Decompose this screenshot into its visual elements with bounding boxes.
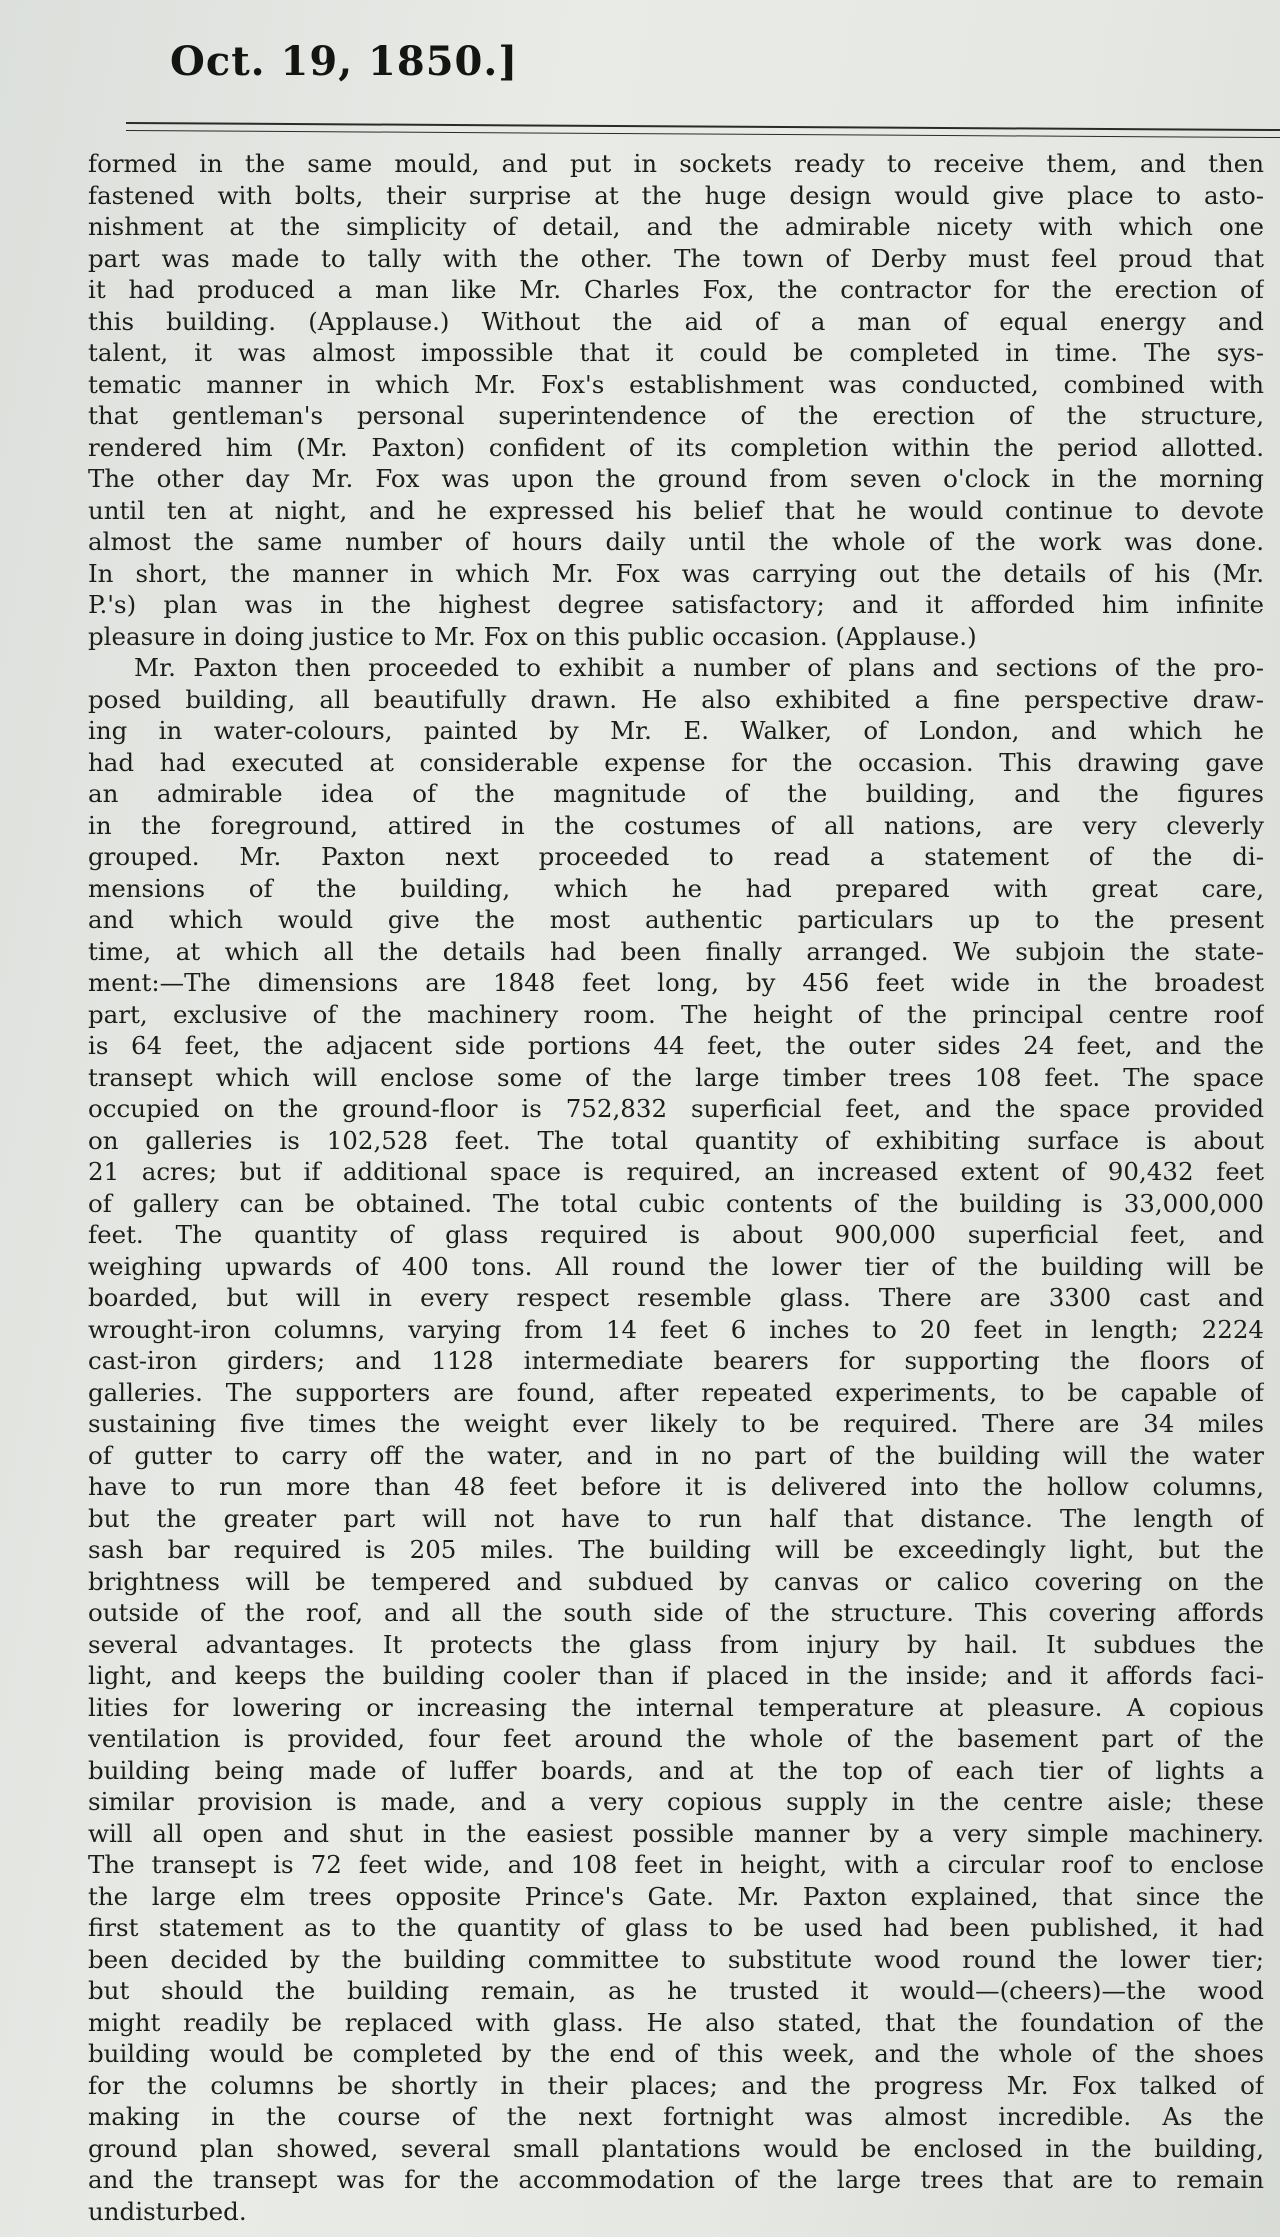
article-line: but should the building remain, as he trusted it would—(cheers)—the wood	[88, 1976, 1264, 2005]
article-line: 21 acres; but if additional space is required, an increased extent of 90,432 feet	[88, 1157, 1264, 1186]
article-line: several advantages. It protects the glass from injury by hail. It subdues the	[88, 1629, 1264, 1659]
article-line: time, at which all the details had been finally arranged. We subjoin the state-	[88, 936, 1264, 966]
article-line: boarded, but will in every respect resemble glass. There are 3300 cast and	[88, 1283, 1264, 1312]
article-line: P.'s) plan was in the highest degree satisfactory; and it afforded him infinite	[88, 590, 1264, 619]
article-line: sustaining five times the weight ever likely to be required. There are 34 miles	[88, 1409, 1264, 1438]
article-line: mensions of the building, which he had prepared with great care,	[88, 873, 1264, 903]
article-line: undisturbed.	[88, 2196, 247, 2226]
article-line: ventilation is provided, four feet around the whole of the basement part of the	[88, 1724, 1264, 1753]
article-line: might readily be replaced with glass. He also stated, that the foundation of the	[88, 2007, 1264, 2037]
article-line: and the transept was for the accommodation of the large trees that are to remain	[88, 2165, 1264, 2194]
page-date-header: Oct. 19, 1850.]	[170, 38, 519, 85]
article-line: and which would give the most authentic particulars up to the present	[88, 905, 1264, 934]
article-line: on galleries is 102,528 feet. The total quantity of exhibiting surface is about	[88, 1125, 1264, 1155]
article-line: of gutter to carry off the water, and in no part of the building will the water	[88, 1440, 1264, 1470]
article-line: an admirable idea of the magnitude of the building, and the figures	[88, 779, 1264, 808]
article-line: The other day Mr. Fox was upon the ground from seven o'clock in the morning	[88, 464, 1264, 493]
article-line: similar provision is made, and a very copious supply in the centre aisle; these	[88, 1787, 1264, 1816]
article-line: The transept is 72 feet wide, and 108 feet in height, with a circular roof to enclose	[88, 1850, 1264, 1879]
article-line: tematic manner in which Mr. Fox's establishment was conducted, combined with	[88, 369, 1264, 399]
article-line: lities for lowering or increasing the internal temperature at pleasure. A copious	[88, 1692, 1264, 1722]
article-line: building being made of luffer boards, and at the top of each tier of lights a	[88, 1755, 1264, 1785]
article-line: cast-iron girders; and 1128 intermediate bearers for supporting the floors of	[88, 1346, 1264, 1375]
header-rule-thick	[126, 122, 1280, 131]
article-line: will all open and shut in the easiest possible manner by a very simple machinery.	[88, 1818, 1264, 1848]
article-line: sash bar required is 205 miles. The building will be exceedingly light, but the	[88, 1535, 1264, 1564]
article-line: transept which will enclose some of the large timber trees 108 feet. The space	[88, 1062, 1264, 1092]
article-line: nishment at the simplicity of detail, and the admirable nicety with which one	[88, 212, 1264, 241]
article-line: rendered him (Mr. Paxton) confident of its completion within the period allotted.	[88, 432, 1264, 462]
article-line: In short, the manner in which Mr. Fox was carrying out the details of his (Mr.	[88, 558, 1264, 588]
article-line: outside of the roof, and all the south side of the structure. This covering affords	[88, 1598, 1264, 1627]
article-line: have to run more than 48 feet before it is delivered into the hollow columns,	[88, 1472, 1264, 1501]
article-line: almost the same number of hours daily until the whole of the work was done.	[88, 527, 1264, 556]
article-line: part, exclusive of the machinery room. The height of the principal centre roof	[88, 999, 1264, 1029]
article-column	[88, 148, 1264, 2233]
article-line: the large elm trees opposite Prince's Gate. Mr. Paxton explained, that since the	[88, 1881, 1264, 1911]
article-line: pleasure in doing justice to Mr. Fox on this public occasion. (Applause.)	[88, 621, 977, 651]
article-line: light, and keeps the building cooler than if placed in the inside; and it affords faci-	[88, 1661, 1264, 1690]
article-line: ground plan showed, several small plantations would be enclosed in the building,	[88, 2133, 1264, 2163]
article-line: in the foreground, attired in the costumes of all nations, are very cleverly	[88, 810, 1264, 840]
article-line: wrought-iron columns, varying from 14 feet 6 inches to 20 feet in length; 2224	[88, 1314, 1264, 1344]
article-line: ment:—The dimensions are 1848 feet long, by 456 feet wide in the broadest	[88, 968, 1264, 997]
article-line: brightness will be tempered and subdued by canvas or calico covering on the	[88, 1566, 1264, 1596]
article-line: part was made to tally with the other. The town of Derby must feel proud that	[88, 243, 1264, 273]
article-line: weighing upwards of 400 tons. All round the lower tier of the building will be	[88, 1251, 1264, 1281]
article-line: ing in water-colours, painted by Mr. E. Walker, of London, and which he	[88, 716, 1264, 745]
article-line: talent, it was almost impossible that it could be completed in time. The sys-	[88, 338, 1264, 367]
article-line: is 64 feet, the adjacent side portions 44 feet, the outer sides 24 feet, and the	[88, 1031, 1264, 1060]
article-line: for the columns be shortly in their places; and the progress Mr. Fox talked of	[88, 2070, 1264, 2100]
article-line: fastened with bolts, their surprise at the huge design would give place to asto-	[88, 180, 1264, 210]
article-line: Mr. Paxton then proceeded to exhibit a number of plans and sections of the pro-	[134, 653, 1264, 682]
article-line: galleries. The supporters are found, after repeated experiments, to be capable of	[88, 1377, 1264, 1407]
article-line: first statement as to the quantity of glass to be used had been published, it had	[88, 1913, 1264, 1942]
article-line: this building. (Applause.) Without the aid of a man of equal energy and	[88, 306, 1264, 336]
article-line: feet. The quantity of glass required is about 900,000 superficial feet, and	[88, 1220, 1264, 1249]
article-line: until ten at night, and he expressed his belief that he would continue to devote	[88, 495, 1264, 525]
article-line: of gallery can be obtained. The total cubic contents of the building is 33,000,000	[88, 1188, 1264, 1218]
article-line: had had executed at considerable expense for the occasion. This drawing gave	[88, 747, 1264, 777]
article-line: occupied on the ground-floor is 752,832 superficial feet, and the space provided	[88, 1094, 1264, 1123]
article-line: been decided by the building committee to substitute wood round the lower tier;	[88, 1944, 1264, 1974]
article-line: making in the course of the next fortnight was almost incredible. As the	[88, 2102, 1264, 2131]
header-rule-thin	[126, 130, 1280, 138]
article-line: but the greater part will not have to run half that distance. The length of	[88, 1503, 1264, 1533]
article-line: grouped. Mr. Paxton next proceeded to read a statement of the di-	[88, 842, 1264, 871]
article-line: formed in the same mould, and put in sockets ready to receive them, and then	[88, 149, 1264, 178]
article-line: it had produced a man like Mr. Charles Fox, the contractor for the erection of	[88, 275, 1264, 304]
article-line: posed building, all beautifully drawn. He also exhibited a fine perspective draw-	[88, 684, 1264, 714]
article-line: building would be completed by the end of this week, and the whole of the shoes	[88, 2039, 1264, 2068]
article-line: that gentleman's personal superintendence of the erection of the structure,	[88, 401, 1264, 430]
